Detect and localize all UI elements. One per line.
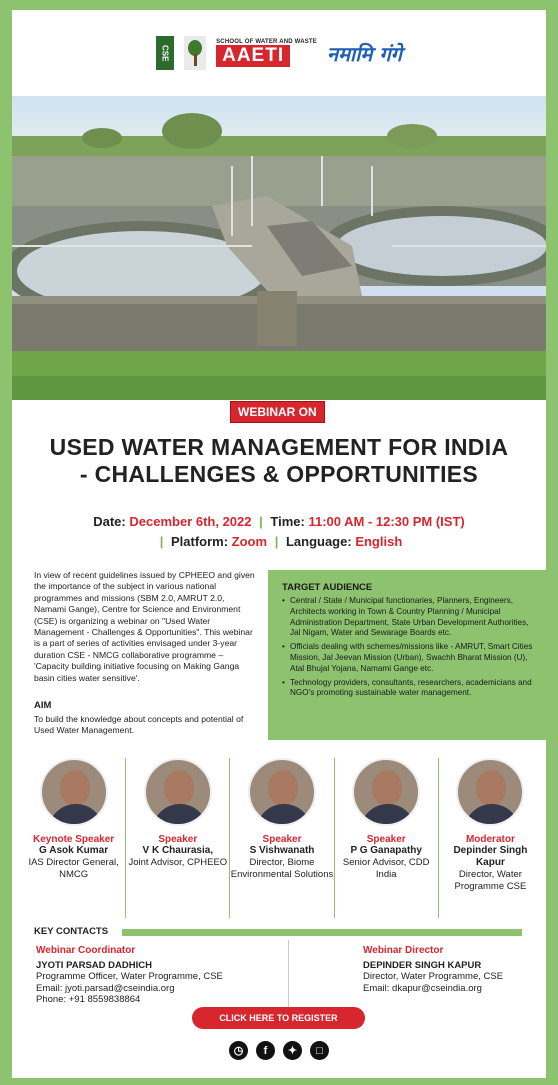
coordinator-position: Programme Officer, Water Programme, CSE <box>36 971 223 983</box>
director-heading: Webinar Director <box>363 945 444 956</box>
director-name: DEPINDER SINGH KAPUR <box>363 959 482 971</box>
key-contacts-rule <box>122 929 522 936</box>
speaker-role: Keynote Speaker <box>33 834 115 845</box>
coordinator-email[interactable]: Email: jyoti.parsad@cseindia.org <box>36 982 175 994</box>
flyer-page <box>12 10 546 1078</box>
intro-text: In view of recent guidelines issued by CPHEEO and given the importance of the subject in various national programmes and missions (SBM 2.0, AMRUT 2.0, Namami Gange), Centre for Science and Environment (CSE) is organizing a webinar on "Used Water Management - Challenges & Opportunities". This webinar is a part of series of activities envisaged under 3-year duration CSE - NMCG collaborative programme – 'Capacity building initiative focusing on Making Ganga basin cities water sensitive'. <box>34 570 255 683</box>
webinar-badge: WEBINAR ON <box>230 401 325 423</box>
title-line-1: USED WATER MANAGEMENT FOR INDIA <box>49 434 509 460</box>
speaker-card <box>230 758 334 918</box>
date-time-row <box>12 512 546 532</box>
webinar-director <box>363 945 543 994</box>
list-item: • Technology providers, consultants, researchers, academicians and NGO's promoting sustainable water management. <box>282 678 538 700</box>
tree-logo-icon <box>184 36 206 70</box>
speaker-desc: IAS Director General, NMCG <box>28 857 119 880</box>
target-audience-panel <box>268 570 546 740</box>
language-value: English <box>355 534 403 549</box>
speaker-name: Depinder Singh Kapur <box>453 845 528 868</box>
speaker-name: P G Ganapathy <box>350 845 422 856</box>
speaker-name: V K Chaurasia, <box>142 845 214 856</box>
globe-icon[interactable]: ◷ <box>229 1041 248 1060</box>
register-button[interactable]: CLICK HERE TO REGISTER <box>192 1007 365 1029</box>
social-icons <box>12 1041 546 1060</box>
speaker-role: Speaker <box>366 834 406 845</box>
aaeti-logo <box>216 39 317 67</box>
avatar <box>456 758 524 826</box>
speaker-card <box>22 758 126 918</box>
platform-language-row <box>12 532 546 552</box>
target-audience-list <box>282 596 538 699</box>
instagram-icon[interactable]: □ <box>310 1041 329 1060</box>
speaker-card <box>126 758 230 918</box>
director-email[interactable]: Email: dkapur@cseindia.org <box>363 982 482 994</box>
aim-text: To build the knowledge about concepts and potential of Used Water Management. <box>34 714 244 736</box>
speaker-desc: Senior Advisor, CDD India <box>342 857 430 880</box>
speaker-role: Moderator <box>465 834 515 845</box>
facebook-icon[interactable]: f <box>256 1041 275 1060</box>
logo-bar <box>12 10 546 96</box>
speaker-desc: Joint Advisor, CPHEEO <box>128 857 228 868</box>
coordinator-name: JYOTI PARSAD DADHICH <box>36 959 152 971</box>
webinar-coordinator <box>36 945 286 1006</box>
platform-value: Zoom <box>231 534 268 549</box>
speaker-desc: Director, Water Programme CSE <box>454 869 527 892</box>
avatar <box>144 758 212 826</box>
aaeti-wordmark: AAETI <box>216 45 290 67</box>
avatar <box>352 758 420 826</box>
aaeti-subtitle: SCHOOL OF WATER AND WASTE <box>216 39 317 45</box>
hero-photo-treatment-plant <box>12 96 546 400</box>
title-line-2: - CHALLENGES & OPPORTUNITIES <box>79 461 479 487</box>
speaker-role: Speaker <box>158 834 198 845</box>
page-title <box>12 434 546 488</box>
speaker-card <box>439 758 542 918</box>
speaker-desc: Director, Biome Environmental Solutions <box>230 857 334 880</box>
separator: | <box>274 534 279 549</box>
speaker-name: G Asok Kumar <box>39 845 109 856</box>
speaker-card <box>335 758 439 918</box>
director-position: Director, Water Programme, CSE <box>363 971 504 983</box>
speaker-role: Speaker <box>262 834 302 845</box>
speakers-row <box>22 758 542 918</box>
speaker-name: S Vishwanath <box>249 845 315 856</box>
language-label: Language: <box>285 534 352 549</box>
platform-label: Platform: <box>170 534 229 549</box>
list-item: • Officials dealing with schemes/missions like - AMRUT, Smart Cities Mission, Jal Jeevan Mission (Urban), Swachh Bharat Mission (U), Atal Bhujal Yojana, Namami Gange etc. <box>282 642 538 674</box>
date-label: Date: <box>93 514 126 529</box>
aim-heading: AIM <box>34 700 52 711</box>
target-audience-heading: TARGET AUDIENCE <box>282 582 373 593</box>
twitter-icon[interactable]: ✦ <box>283 1041 302 1060</box>
avatar <box>248 758 316 826</box>
separator: | <box>159 534 164 549</box>
avatar <box>40 758 108 826</box>
list-item: • Central / State / Municipal functionaries, Planners, Engineers, Architects working in Town & Country Planning / Municipal Administration Department, State Urban Development Authorities, Jal Nigam, Water and Sewarage Boards etc. <box>282 596 538 639</box>
treatment-plant-image <box>12 96 546 400</box>
coordinator-phone[interactable]: Phone: +91 8559838864 <box>36 994 141 1006</box>
event-details <box>12 512 546 552</box>
date-value: December 6th, 2022 <box>129 514 252 529</box>
contacts-divider <box>288 940 289 1010</box>
separator: | <box>259 514 263 529</box>
coordinator-heading: Webinar Coordinator <box>36 945 136 956</box>
namami-gange-logo: नमामि गंगे <box>327 41 402 66</box>
key-contacts-heading: KEY CONTACTS <box>34 926 114 937</box>
time-label: Time: <box>270 514 305 529</box>
time-value: 11:00 AM - 12:30 PM (IST) <box>308 514 465 529</box>
cse-logo: CSE <box>156 36 174 70</box>
